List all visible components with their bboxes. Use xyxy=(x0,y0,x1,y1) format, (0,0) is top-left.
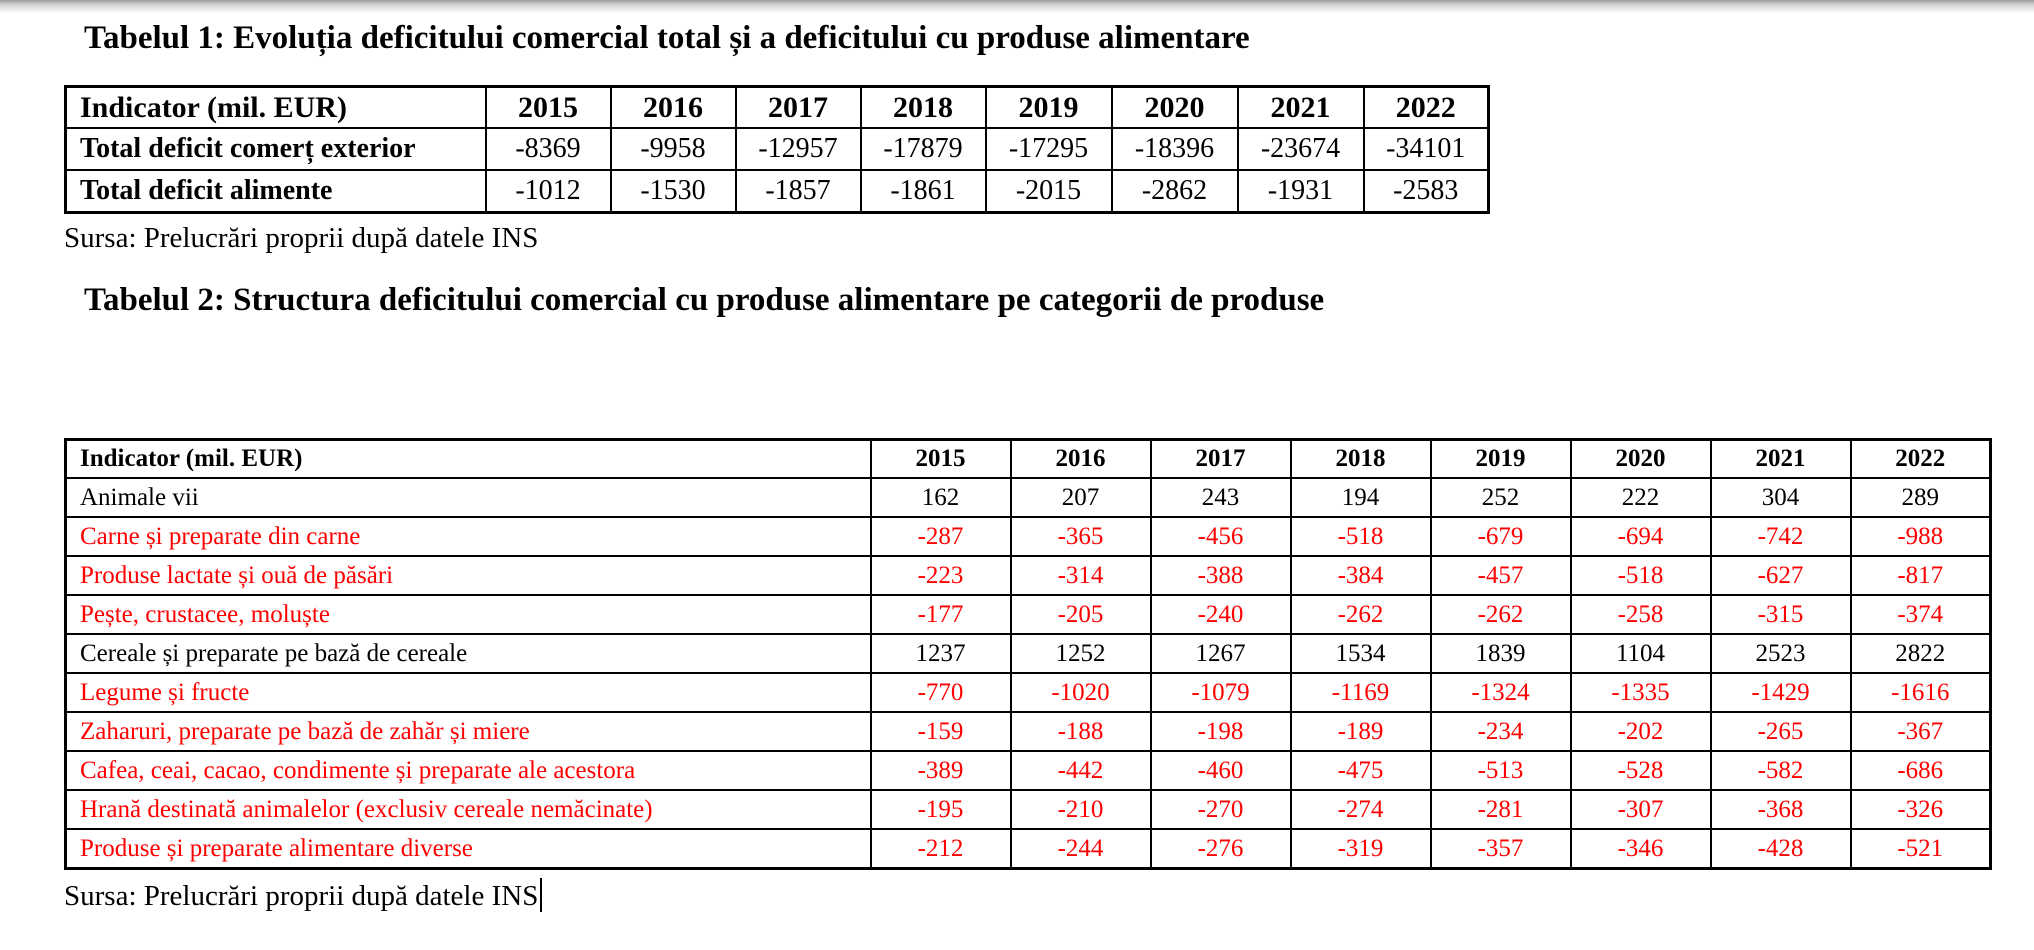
value-cell[interactable]: -159 xyxy=(871,712,1011,751)
value-cell[interactable]: -234 xyxy=(1431,712,1571,751)
value-cell[interactable]: -326 xyxy=(1851,790,1991,829)
value-cell[interactable]: -315 xyxy=(1711,595,1851,634)
value-cell[interactable]: -475 xyxy=(1291,751,1431,790)
value-cell[interactable]: -274 xyxy=(1291,790,1431,829)
deficit-structure-table[interactable] xyxy=(64,438,1992,870)
value-cell[interactable]: -195 xyxy=(871,790,1011,829)
row-label[interactable]: Carne și preparate din carne xyxy=(66,517,871,556)
text-cursor xyxy=(540,878,542,912)
value-cell[interactable]: 252 xyxy=(1431,478,1571,517)
value-cell[interactable]: -694 xyxy=(1571,517,1711,556)
value-cell[interactable]: 1252 xyxy=(1011,634,1151,673)
value-cell[interactable]: 1237 xyxy=(871,634,1011,673)
year-header-cell[interactable]: 2017 xyxy=(1151,439,1291,478)
value-cell[interactable]: -17879 xyxy=(861,128,986,170)
value-cell[interactable]: -521 xyxy=(1851,829,1991,868)
year-header-cell[interactable]: 2021 xyxy=(1238,86,1364,128)
year-header-cell[interactable]: 2019 xyxy=(1431,439,1571,478)
year-header-cell[interactable]: 2017 xyxy=(736,86,861,128)
table-row xyxy=(66,790,1991,829)
year-header-cell[interactable]: 2015 xyxy=(486,86,611,128)
value-cell[interactable]: -456 xyxy=(1151,517,1291,556)
row-label[interactable]: Cereale și preparate pe bază de cereale xyxy=(66,634,871,673)
value-cell[interactable]: 2523 xyxy=(1711,634,1851,673)
value-cell[interactable]: -210 xyxy=(1011,790,1151,829)
table-row xyxy=(66,673,1991,712)
year-header-cell[interactable]: 2022 xyxy=(1851,439,1991,478)
value-cell[interactable]: -314 xyxy=(1011,556,1151,595)
table-row xyxy=(66,634,1991,673)
value-cell[interactable]: 289 xyxy=(1851,478,1991,517)
value-cell[interactable]: 243 xyxy=(1151,478,1291,517)
row-label[interactable]: Zaharuri, preparate pe bază de zahăr și miere xyxy=(66,712,871,751)
value-cell[interactable]: -1857 xyxy=(736,170,861,212)
value-cell[interactable]: -1429 xyxy=(1711,673,1851,712)
value-cell[interactable]: -262 xyxy=(1431,595,1571,634)
value-cell[interactable]: -9958 xyxy=(611,128,736,170)
value-cell[interactable]: -188 xyxy=(1011,712,1151,751)
value-cell[interactable]: -265 xyxy=(1711,712,1851,751)
value-cell[interactable]: -742 xyxy=(1711,517,1851,556)
value-cell[interactable]: -1931 xyxy=(1238,170,1364,212)
value-cell[interactable]: -2583 xyxy=(1364,170,1489,212)
value-cell[interactable]: 222 xyxy=(1571,478,1711,517)
value-cell[interactable]: -368 xyxy=(1711,790,1851,829)
value-cell[interactable]: -17295 xyxy=(986,128,1112,170)
table-row xyxy=(66,170,1489,212)
indicator-header-cell[interactable]: Indicator (mil. EUR) xyxy=(66,86,486,128)
table-row xyxy=(66,556,1991,595)
value-cell[interactable]: -270 xyxy=(1151,790,1291,829)
row-label[interactable]: Hrană destinată animalelor (exclusiv cereale nemăcinate) xyxy=(66,790,871,829)
value-cell[interactable]: -276 xyxy=(1151,829,1291,868)
value-cell[interactable]: -287 xyxy=(871,517,1011,556)
value-cell[interactable]: -1012 xyxy=(486,170,611,212)
row-label[interactable]: Produse și preparate alimentare diverse xyxy=(66,829,871,868)
year-header-cell[interactable]: 2016 xyxy=(611,86,736,128)
table1-title[interactable]: Tabelul 1: Evoluția deficitului comercial total și a deficitului cu produse alimentare xyxy=(84,20,1250,56)
value-cell[interactable]: -1169 xyxy=(1291,673,1431,712)
value-cell[interactable]: -23674 xyxy=(1238,128,1364,170)
table-row xyxy=(66,478,1991,517)
value-cell[interactable]: -262 xyxy=(1291,595,1431,634)
value-cell[interactable]: -198 xyxy=(1151,712,1291,751)
value-cell[interactable]: -202 xyxy=(1571,712,1711,751)
header-row xyxy=(66,86,1489,128)
value-cell[interactable]: 207 xyxy=(1011,478,1151,517)
value-cell[interactable]: -1616 xyxy=(1851,673,1991,712)
value-cell[interactable]: -460 xyxy=(1151,751,1291,790)
value-cell[interactable]: -457 xyxy=(1431,556,1571,595)
row-label[interactable]: Legume și fructe xyxy=(66,673,871,712)
table-row xyxy=(66,517,1991,556)
value-cell[interactable]: -389 xyxy=(871,751,1011,790)
value-cell[interactable]: -988 xyxy=(1851,517,1991,556)
deficit-evolution-table[interactable] xyxy=(64,85,1490,214)
value-cell[interactable]: -365 xyxy=(1011,517,1151,556)
table2-source[interactable] xyxy=(64,878,1994,913)
value-cell[interactable]: -307 xyxy=(1571,790,1711,829)
table2-source-text[interactable]: Sursa: Prelucrări proprii după datele INS xyxy=(64,879,539,912)
value-cell[interactable]: -817 xyxy=(1851,556,1991,595)
value-cell[interactable]: -367 xyxy=(1851,712,1991,751)
value-cell[interactable]: -12957 xyxy=(736,128,861,170)
value-cell[interactable]: -346 xyxy=(1571,829,1711,868)
value-cell[interactable]: -528 xyxy=(1571,751,1711,790)
value-cell[interactable]: -2015 xyxy=(986,170,1112,212)
row-label[interactable]: Pește, crustacee, moluște xyxy=(66,595,871,634)
document-page xyxy=(0,19,2034,913)
value-cell[interactable]: -212 xyxy=(871,829,1011,868)
year-header-cell[interactable]: 2016 xyxy=(1011,439,1151,478)
row-label[interactable]: Total deficit comerț exterior xyxy=(66,128,486,170)
table-row xyxy=(66,128,1489,170)
table1-source[interactable]: Sursa: Prelucrări proprii după datele INS xyxy=(64,221,539,254)
year-header-cell[interactable]: 2022 xyxy=(1364,86,1489,128)
value-cell[interactable]: -1079 xyxy=(1151,673,1291,712)
value-cell[interactable]: 194 xyxy=(1291,478,1431,517)
value-cell[interactable]: -2862 xyxy=(1112,170,1238,212)
value-cell[interactable]: -686 xyxy=(1851,751,1991,790)
value-cell[interactable]: -223 xyxy=(871,556,1011,595)
year-header-cell[interactable]: 2020 xyxy=(1571,439,1711,478)
year-header-cell[interactable]: 2018 xyxy=(861,86,986,128)
year-header-cell[interactable]: 2015 xyxy=(871,439,1011,478)
value-cell[interactable]: 2822 xyxy=(1851,634,1991,673)
value-cell[interactable]: -442 xyxy=(1011,751,1151,790)
value-cell[interactable]: -205 xyxy=(1011,595,1151,634)
value-cell[interactable]: -244 xyxy=(1011,829,1151,868)
value-cell[interactable]: -34101 xyxy=(1364,128,1489,170)
value-cell[interactable]: -177 xyxy=(871,595,1011,634)
value-cell[interactable]: -388 xyxy=(1151,556,1291,595)
value-cell[interactable]: -357 xyxy=(1431,829,1571,868)
value-cell[interactable]: -8369 xyxy=(486,128,611,170)
table-row xyxy=(66,751,1991,790)
value-cell[interactable]: -513 xyxy=(1431,751,1571,790)
table-row xyxy=(66,595,1991,634)
value-cell[interactable]: -582 xyxy=(1711,751,1851,790)
value-cell[interactable]: -770 xyxy=(871,673,1011,712)
table-row xyxy=(66,829,1991,868)
row-label[interactable]: Cafea, ceai, cacao, condimente și preparate ale acestora xyxy=(66,751,871,790)
value-cell[interactable]: -1020 xyxy=(1011,673,1151,712)
value-cell[interactable]: -240 xyxy=(1151,595,1291,634)
value-cell[interactable]: 1839 xyxy=(1431,634,1571,673)
year-header-cell[interactable]: 2021 xyxy=(1711,439,1851,478)
value-cell[interactable]: -428 xyxy=(1711,829,1851,868)
year-header-cell[interactable]: 2020 xyxy=(1112,86,1238,128)
value-cell[interactable]: -1335 xyxy=(1571,673,1711,712)
value-cell[interactable]: 1267 xyxy=(1151,634,1291,673)
year-header-cell[interactable]: 2019 xyxy=(986,86,1112,128)
value-cell[interactable]: -319 xyxy=(1291,829,1431,868)
value-cell[interactable]: -374 xyxy=(1851,595,1991,634)
value-cell[interactable]: -518 xyxy=(1571,556,1711,595)
value-cell[interactable]: 1534 xyxy=(1291,634,1431,673)
value-cell[interactable]: -18396 xyxy=(1112,128,1238,170)
indicator-header-cell[interactable]: Indicator (mil. EUR) xyxy=(66,439,871,478)
value-cell[interactable]: 162 xyxy=(871,478,1011,517)
value-cell[interactable]: 304 xyxy=(1711,478,1851,517)
table-row xyxy=(66,712,1991,751)
value-cell[interactable]: -1530 xyxy=(611,170,736,212)
value-cell[interactable]: -679 xyxy=(1431,517,1571,556)
year-header-cell[interactable]: 2018 xyxy=(1291,439,1431,478)
value-cell[interactable]: -384 xyxy=(1291,556,1431,595)
value-cell[interactable]: -189 xyxy=(1291,712,1431,751)
row-label[interactable]: Animale vii xyxy=(66,478,871,517)
value-cell[interactable]: -1324 xyxy=(1431,673,1571,712)
value-cell[interactable]: -281 xyxy=(1431,790,1571,829)
value-cell[interactable]: -518 xyxy=(1291,517,1431,556)
table2-title[interactable]: Tabelul 2: Structura deficitului comercial cu produse alimentare pe categorii de produse xyxy=(84,281,1325,318)
value-cell[interactable]: -1861 xyxy=(861,170,986,212)
value-cell[interactable]: -258 xyxy=(1571,595,1711,634)
window-top-edge xyxy=(0,0,2034,14)
row-label[interactable]: Total deficit alimente xyxy=(66,170,486,212)
row-label[interactable]: Produse lactate și ouă de păsări xyxy=(66,556,871,595)
value-cell[interactable]: 1104 xyxy=(1571,634,1711,673)
header-row xyxy=(66,439,1991,478)
value-cell[interactable]: -627 xyxy=(1711,556,1851,595)
